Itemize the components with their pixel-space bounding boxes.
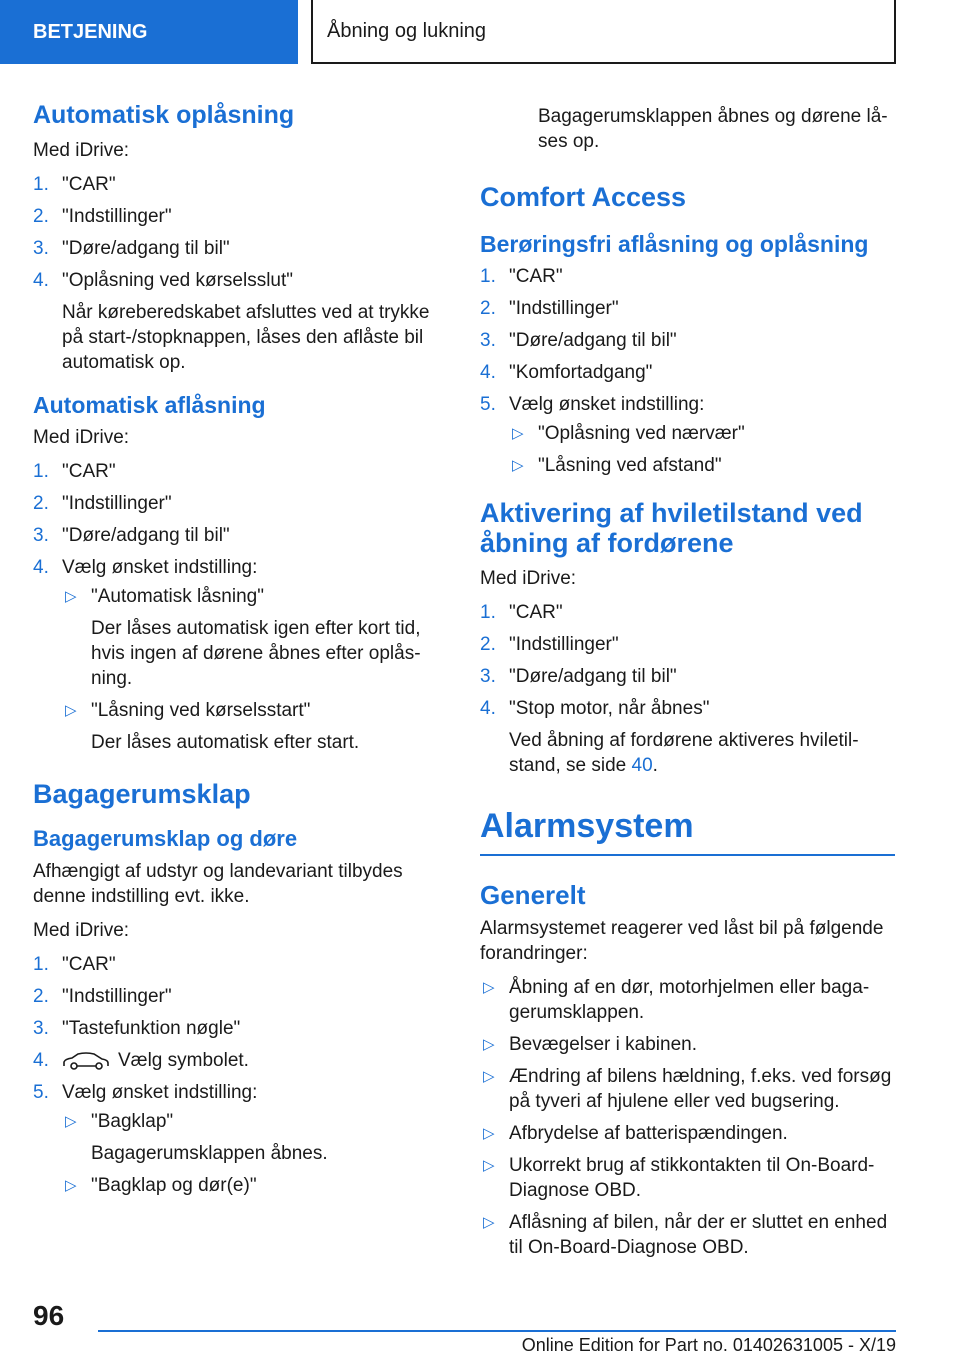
- option-item: [509, 453, 895, 478]
- step-text: Vælg ønsket indstilling:: [509, 394, 705, 415]
- bullet-text: Afbrydelse af batterispændingen.: [509, 1123, 788, 1144]
- step-text: "CAR": [62, 174, 116, 195]
- option-list: [62, 1109, 438, 1198]
- step-text: "Døre/adgang til bil": [509, 666, 677, 687]
- option-label: "Bagklap": [91, 1111, 174, 1132]
- steps-trunk: [33, 952, 438, 1198]
- list-item: [480, 1210, 895, 1260]
- step-number: 2.: [33, 986, 49, 1007]
- step-number: 2.: [480, 634, 496, 655]
- step-number: 2.: [33, 206, 49, 227]
- step-number: 4.: [480, 362, 496, 383]
- step-text: "Døre/adgang til bil": [509, 330, 677, 351]
- step-number: 3.: [33, 525, 49, 546]
- option-label: "Låsning ved afstand": [538, 455, 722, 476]
- step-number: 5.: [480, 394, 496, 415]
- step-number: 4.: [33, 270, 49, 291]
- option-list: [62, 584, 438, 755]
- step-number: 4.: [33, 1050, 49, 1071]
- option-desc: Der låses automatisk efter start.: [91, 732, 360, 753]
- list-item: [33, 555, 438, 755]
- step-number: 1.: [33, 954, 49, 975]
- subheading-general: Generelt: [480, 880, 586, 910]
- list-item: [480, 600, 895, 625]
- step-number: 4.: [33, 557, 49, 578]
- step-note: [509, 728, 895, 778]
- list-item: [33, 459, 438, 484]
- triangle-bullet-icon: ▷: [483, 1214, 495, 1231]
- bullet-text: Aflåsning af bilen, når der er sluttet en enhed til On-Board-Diagnose OBD.: [509, 1212, 888, 1258]
- list-item: [480, 1064, 895, 1114]
- list-item: [33, 952, 438, 977]
- chapter-tab: [311, 0, 896, 64]
- triangle-bullet-icon: ▷: [65, 588, 77, 605]
- step-number: 3.: [33, 1018, 49, 1039]
- list-item: [33, 1016, 438, 1041]
- step-text: "Døre/adgang til bil": [62, 238, 230, 259]
- intro-text: Med iDrive:: [33, 140, 130, 161]
- intro-text: Med iDrive:: [33, 920, 130, 941]
- page-number: 96: [33, 1300, 65, 1331]
- heading-rule: [480, 804, 895, 856]
- car-icon: [62, 1051, 110, 1071]
- heading-auto-unlock: Automatisk oplåsning: [33, 101, 295, 129]
- option-label: "Automatisk låsning": [91, 586, 264, 607]
- list-item: [33, 491, 438, 516]
- subheading-trunk-doors: Bagagerumsklap og døre: [33, 826, 298, 851]
- list-item: [480, 264, 895, 289]
- step-text: "Komfortadgang": [509, 362, 653, 383]
- triangle-bullet-icon: ▷: [483, 1157, 495, 1174]
- option-label: "Oplåsning ved nærvær": [538, 423, 745, 444]
- list-item: [33, 204, 438, 229]
- option-item: [62, 584, 438, 691]
- steps-auto-lock: [33, 459, 438, 755]
- step-text: Vælg symbolet.: [118, 1050, 249, 1071]
- step-number: 1.: [33, 461, 49, 482]
- step-text: "Stop motor, når åbnes": [509, 698, 710, 719]
- steps-rest: [480, 600, 895, 778]
- list-item: [480, 328, 895, 353]
- list-item: [480, 696, 895, 778]
- step-text: "Indstillinger": [62, 493, 172, 514]
- alarm-bullets: [480, 975, 895, 1260]
- step-number: 1.: [480, 266, 496, 287]
- list-item: [33, 523, 438, 548]
- step-text: "CAR": [509, 602, 563, 623]
- step-number: 3.: [33, 238, 49, 259]
- step-number: 3.: [480, 666, 496, 687]
- heading-comfort-access: Comfort Access: [480, 182, 687, 212]
- list-item: [480, 1153, 895, 1203]
- step-text: "CAR": [62, 461, 116, 482]
- step-text: "CAR": [509, 266, 563, 287]
- bullet-text: Ændring af bilens hældning, f.eks. ved forsøg på tyveri af hjulene eller ved bugsering.: [509, 1066, 892, 1112]
- bullet-text: Ukorrekt brug af stikkontakten til On-Board-Diagnose OBD.: [509, 1155, 875, 1201]
- option-desc: Bagagerumsklappen åbnes.: [91, 1143, 328, 1164]
- step-text: Vælg ønsket indstilling:: [62, 557, 258, 578]
- triangle-bullet-icon: ▷: [483, 979, 495, 996]
- option-item: [62, 1109, 438, 1166]
- list-item: [480, 975, 895, 1025]
- step-number: 1.: [480, 602, 496, 623]
- triangle-bullet-icon: ▷: [65, 1177, 77, 1194]
- list-item: [480, 392, 895, 478]
- triangle-bullet-icon: ▷: [65, 1113, 77, 1130]
- footer-rule: [98, 1330, 896, 1332]
- list-item: [480, 664, 895, 689]
- option-list: [509, 421, 895, 478]
- heading-auto-lock: Automatisk aflåsning: [33, 392, 266, 418]
- option-item: [62, 1173, 438, 1198]
- step-text: "Indstillinger": [509, 298, 619, 319]
- step-number: 3.: [480, 330, 496, 351]
- steps-auto-unlock: [33, 172, 438, 375]
- list-item: [33, 1080, 438, 1198]
- page-link[interactable]: 40: [631, 755, 653, 776]
- continued-text: Bagagerumsklappen åbnes og dørene låses op.: [538, 106, 888, 152]
- list-item: [480, 632, 895, 657]
- triangle-bullet-icon: ▷: [512, 425, 524, 442]
- step-text: "Indstillinger": [62, 206, 172, 227]
- intro-text: Med iDrive:: [480, 568, 577, 589]
- step-text: "Indstillinger": [509, 634, 619, 655]
- triangle-bullet-icon: ▷: [65, 702, 77, 719]
- list-item: [33, 236, 438, 261]
- option-label: "Bagklap og dør(e)": [91, 1175, 257, 1196]
- option-desc: Der låses automatisk igen efter kort tid, hvis ingen af dørene åbnes efter oplåsning.: [91, 618, 421, 689]
- note-text: Ved åbning af fordørene aktiveres hviletilstand, se side: [509, 730, 859, 776]
- step-text: "Oplåsning ved kørselsslut": [62, 270, 294, 291]
- option-item: [62, 698, 438, 755]
- option-label: "Låsning ved kørselsstart": [91, 700, 311, 721]
- step-number: 4.: [480, 698, 496, 719]
- bullet-text: Bevægelser i kabinen.: [509, 1034, 697, 1055]
- heading-alarm: Alarmsystem: [480, 807, 694, 845]
- heading-rest-mode: Aktivering af hviletilstand ved åbning af fordørene: [480, 498, 863, 558]
- section-tab: [0, 0, 298, 64]
- bullet-text: Åbning af en dør, motorhjelmen eller bagagerumsklappen.: [509, 977, 870, 1023]
- step-text: "Tastefunktion nøgle": [62, 1018, 241, 1039]
- trunk-para: Afhængigt af udstyr og landevariant tilbydes denne indstilling evt. ikke.: [33, 861, 403, 907]
- step-text: "Indstillinger": [62, 986, 172, 1007]
- heading-trunk: Bagagerumsklap: [33, 779, 251, 809]
- list-item: [480, 1121, 895, 1146]
- triangle-bullet-icon: ▷: [483, 1068, 495, 1085]
- list-item: [480, 1032, 895, 1057]
- triangle-bullet-icon: ▷: [512, 457, 524, 474]
- step-text: "Døre/adgang til bil": [62, 525, 230, 546]
- intro-text: Med iDrive:: [33, 427, 130, 448]
- right-column: [480, 104, 895, 1267]
- section-label: BETJENING: [33, 20, 148, 43]
- step-text: "CAR": [62, 954, 116, 975]
- list-item: [480, 360, 895, 385]
- note-end: .: [652, 755, 658, 776]
- left-column: [33, 100, 438, 1214]
- list-item: [33, 172, 438, 197]
- step-number: 1.: [33, 174, 49, 195]
- step-number: 5.: [33, 1082, 49, 1103]
- step-text: Vælg ønsket indstilling:: [62, 1082, 258, 1103]
- list-item: [33, 1048, 438, 1073]
- list-item: [480, 296, 895, 321]
- step-number: 2.: [480, 298, 496, 319]
- list-item: [33, 984, 438, 1009]
- step-number: 2.: [33, 493, 49, 514]
- steps-comfort: [480, 264, 895, 478]
- triangle-bullet-icon: ▷: [483, 1036, 495, 1053]
- subheading-touchless: Berøringsfri aflåsning og oplåsning: [480, 231, 869, 257]
- option-item: [509, 421, 895, 446]
- chapter-title: Åbning og lukning: [327, 19, 487, 42]
- triangle-bullet-icon: ▷: [483, 1125, 495, 1142]
- list-item: [33, 268, 438, 375]
- step-note: Når køreberedskabet afsluttes ved at trykke på start-/stopknappen, låses den aflåste bil automatisk op.: [62, 302, 430, 373]
- alarm-para: Alarmsystemet reagerer ved låst bil på følgende forandringer:: [480, 918, 884, 964]
- footer-edition: Online Edition for Part no. 01402631005 - X/19: [521, 1335, 896, 1355]
